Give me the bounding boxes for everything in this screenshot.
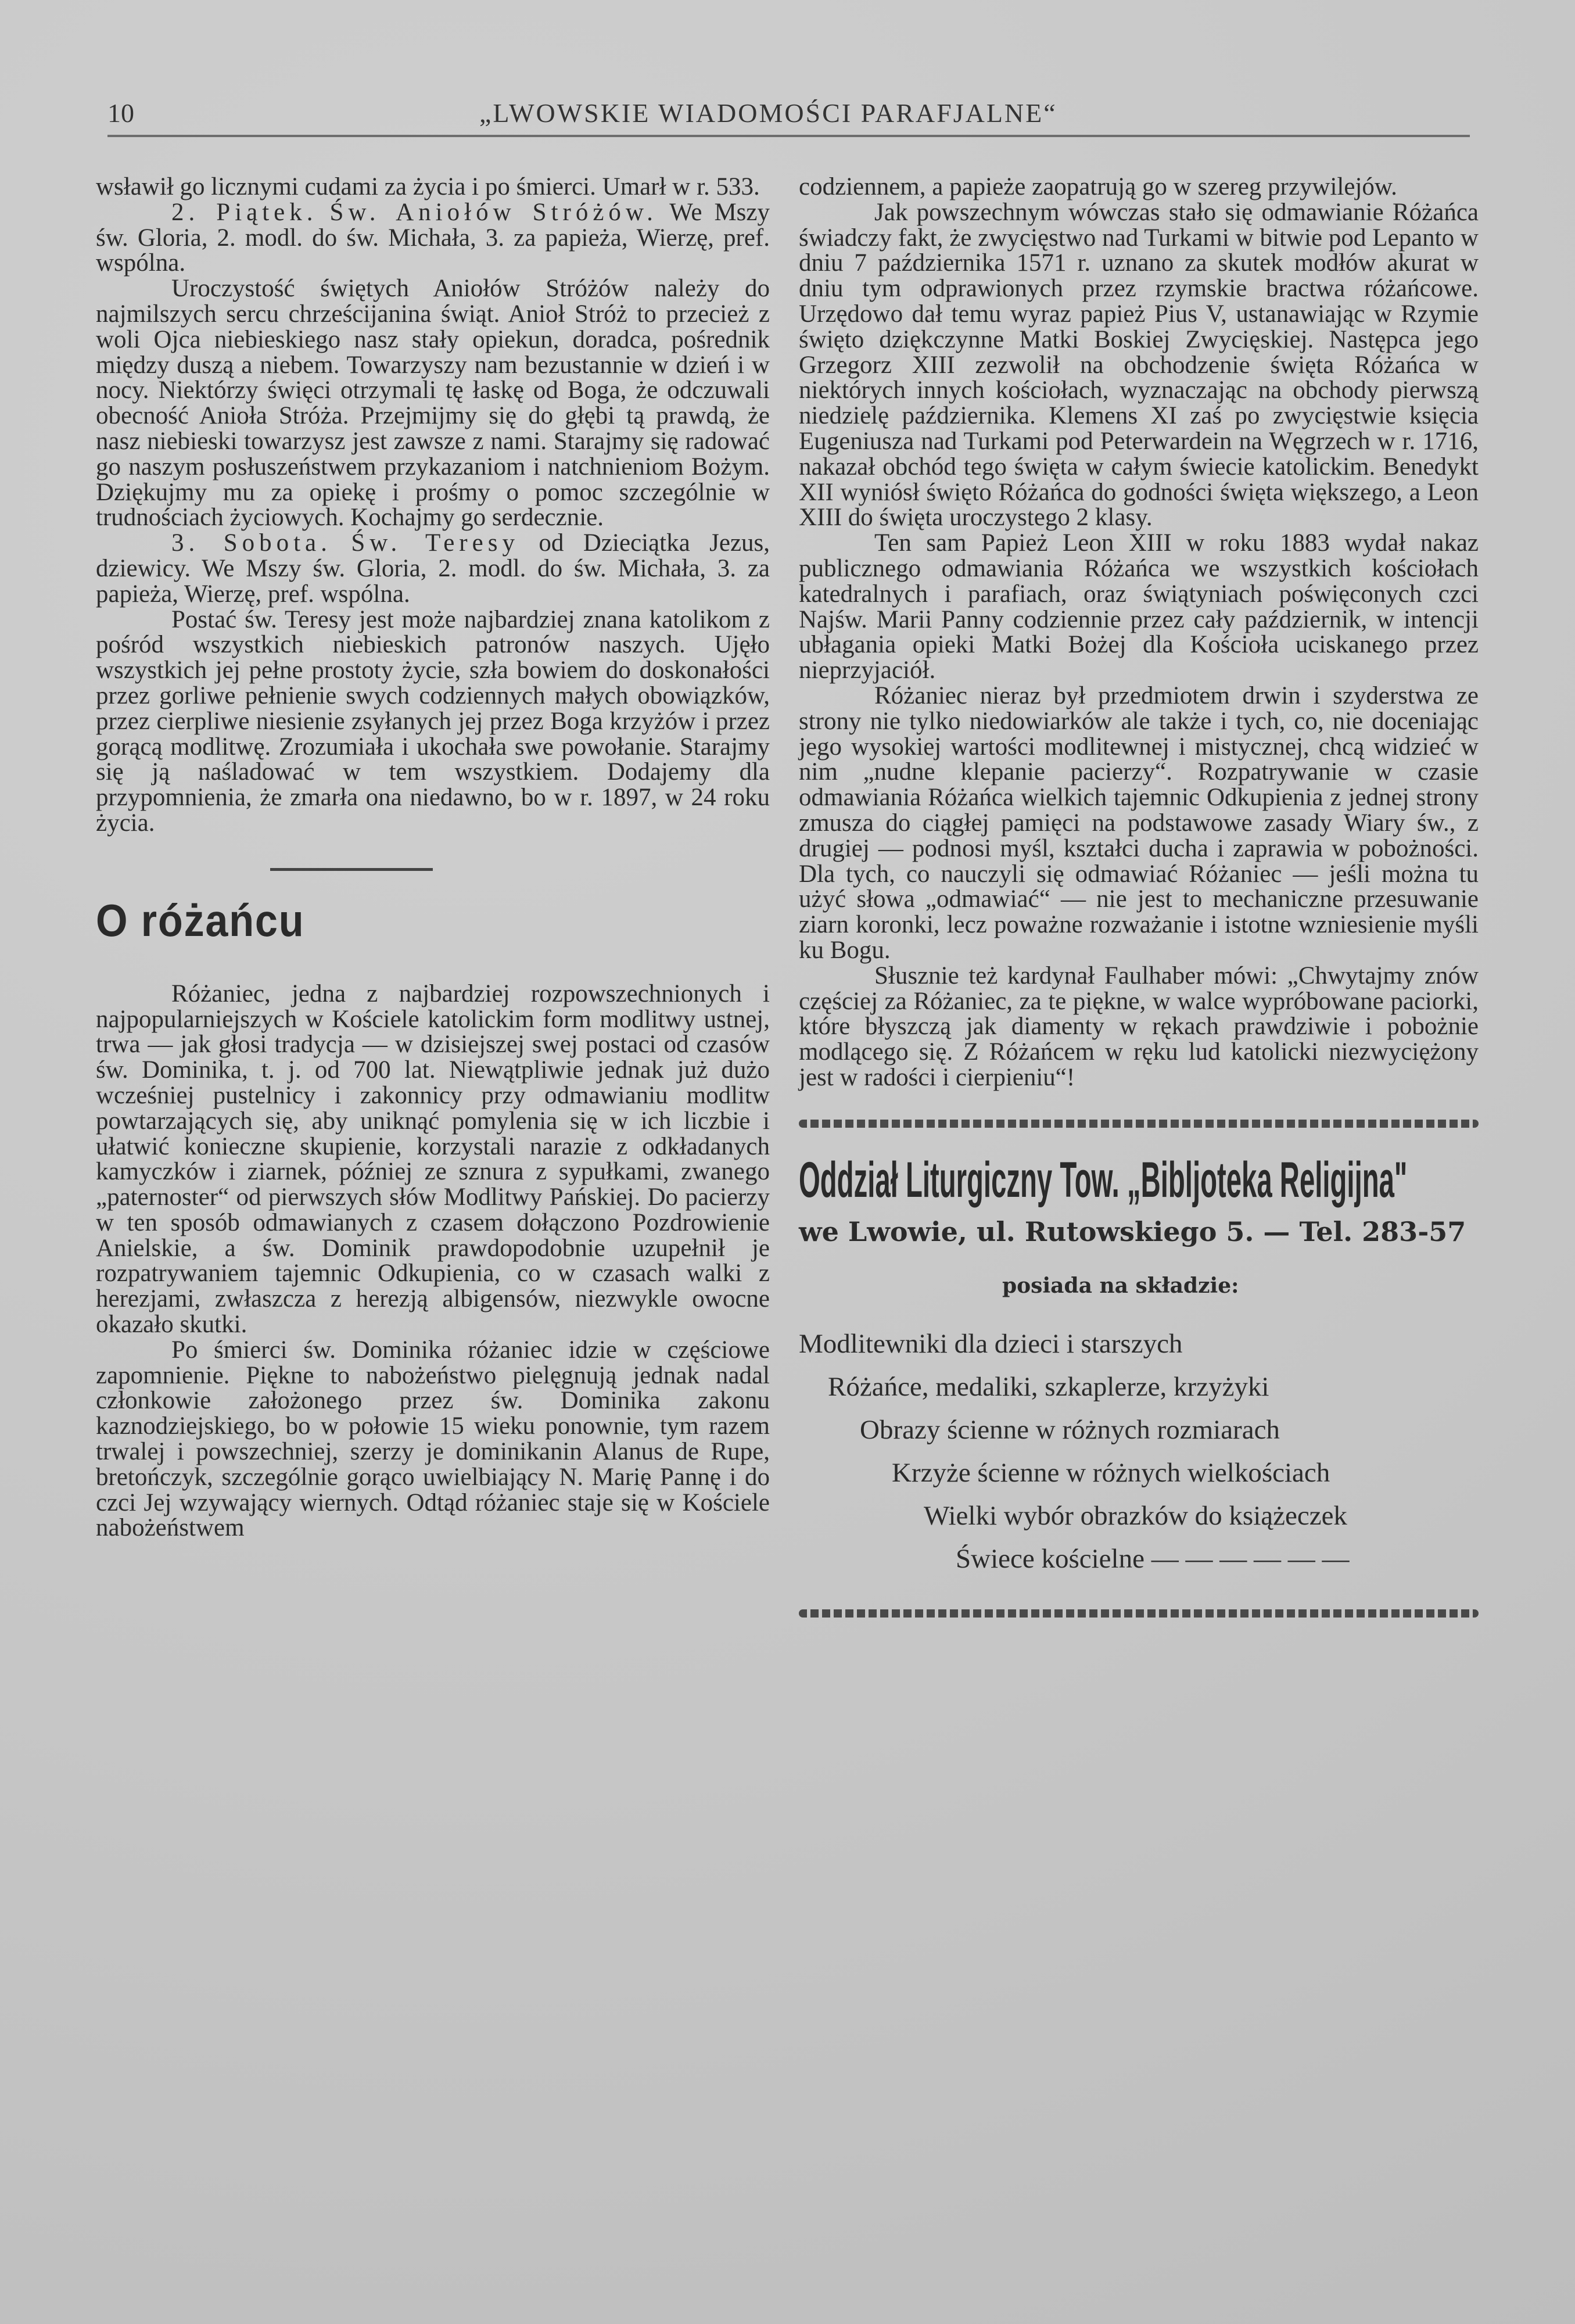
- calendar-liturgy: We Mszy św. Gloria, 2. modl. do św. Michała, 3. za papieża, Wierzę, pref. wspólna.: [96, 198, 770, 277]
- page-number: 10: [107, 98, 134, 128]
- ornament-rule-bottom: [799, 1609, 1479, 1618]
- calendar-saint: Św. Teresy: [351, 529, 519, 557]
- paragraph: Jak powszechnym wówczas stało się odmawianie Różańca świadczy fakt, że zwycięstwo nad Turkami w bitwie pod Lepanto w dniu 7 października 1571 r. uznano za skutek modłów akurat w dniu tym odprawionych przez rzymskie bractwa różańcowe. Urzędowo dał temu wyraz papież Pius V, ustanawiając w Rzymie święto dziękczynne Matki Boskiej Zwycięskiej. Następca jego Grzegorz XIII zezwolił na obchodzenie święta Różańca w niektórych innych kościołach, wyznaczając na obchody pierwszą niedzielę października. Klemens XI zaś po zwycięstwie księcia Eugeniusza nad Turkami pod Peterwardein na Węgrzech w r. 1716, nakazał obchód tego święta w całym świecie katolickim. Benedykt XII wyniósł święto Różańca do godności święta większego, a Leon XIII do święta uroczystego 2 klasy.: [799, 198, 1479, 532]
- paragraph: Postać św. Teresy jest może najbardziej znana katolikom z pośród wszystkich niebieskich patronów naszych. Ujęło wszystkich jej pełne prostoty życie, szła bowiem do doskonałości przez gorliwe pełnienie swych codziennych małych obowiązków, przez cierpliwe niesienie zsyłanych jej przez Boga krzyżów i przez gorącą modlitwę. Zrozumiała i ukochała swe powołanie. Starajmy się ją naśladować w tem wszystkiem. Dodajemy dla przypomnienia, że zmarła ona niedawno, bo w r. 1897, w 24 roku życia.: [96, 605, 770, 837]
- left-column: [96, 174, 770, 1541]
- ad-item: Świece kościelne — — — — — —: [956, 1544, 1350, 1575]
- article-title: O różańcu: [96, 894, 305, 946]
- section-divider: [270, 868, 433, 871]
- right-column: [799, 174, 1479, 1641]
- page-header: [107, 93, 1470, 139]
- paragraph: Ten sam Papież Leon XIII w roku 1883 wydał nakaz publicznego odmawiania Różańca we wszystkich kościołach katedralnych i parafiach, oraz świątyniach poświęconych czci Najśw. Marii Panny codziennie przez cały październik, w intencji ubłagania opieki Matki Bożej dla Kościoła uciskanego przez nieprzyjaciół.: [799, 529, 1479, 684]
- paragraph: Różaniec nieraz był przedmiotem drwin i szyderstwa ze strony nie tylko niedowiarków ale także i tych, co, nie doceniając jego wysokiej wartości modlitewnej i mistycznej, chcą widzieć w nim „nudne klepanie pacierzy“. Rozpatrywanie w czasie odmawiania Różańca wielkich tajemnic Odkupienia z jednej strony zmusza do ciągłej pamięci na podstawowe zasady Wiary św., z drugiej — podnosi myśl, kształci ducha i zaprawia w pobożności. Dla tych, co nauczyli się odmawiać Różaniec — jeśli można tu użyć słowa „odmawiać“ — nie jest to mechaniczne przesuwanie ziarn koronki, lecz poważne rozważanie i istotne wzniesienie myśli ku Bogu.: [799, 682, 1479, 964]
- ad-address: we Lwowie, ul. Rutowskiego 5. — Tel. 283-57: [799, 1215, 1466, 1247]
- ad-item: Modlitewniki dla dzieci i starszych: [799, 1329, 1183, 1360]
- header-rule: [107, 135, 1470, 137]
- advertisement: [799, 1151, 1479, 1581]
- paragraph: Różaniec, jedna z najbardziej rozpowszechnionych i najpopularniejszych w Kościele katolickim form modlitwy ustnej, trwa — jak głosi tradycja — w dzisiejszej swej postaci od czasów św. Dominika, t. j. od 700 lat. Niewątpliwie jednak już dużo wcześniej pustelnicy i zakonnicy przy odmawianiu modlitw powtarzających się, aby uniknąć pomylenia się w ich liczbie i ułatwić konieczne skupienie, korzystali narazie z odkładanych kamyczków i ziarnek, później ze sznura z sypułkami, zwanego „paternoster“ od pierwszych słów Modlitwy Pańskiej. Do pacierzy w ten sposób odmawianych z czasem dołączono Pozdrowienie Anielskie, a św. Dominik prawdopodobnie uzupełnił je rozpatrywaniem tajemnic Odkupienia, co w czasach walki z herezjami, zwłaszcza z herezją albigensów, niezwykle owocne okazało skutki.: [96, 980, 770, 1339]
- paragraph: Po śmierci św. Dominika różaniec idzie w częściowe zapomnienie. Piękne to nabożeństwo pielęgnują jednak nadal członkowie założonego przez św. Dominika zakonu kaznodziejskiego, bo w połowie 15 wieku ponownie, tym razem trwalej i powszechniej, szerzy je dominikanin Alanus de Rupe, bretończyk, szczególnie gorąco uwielbiający N. Marię Pannę i do czci Jej wzywający wiernych. Odtąd różaniec staje się w Kościele nabożeństwem: [96, 1336, 770, 1542]
- calendar-saint: Św. Aniołów Stróżów.: [329, 198, 658, 226]
- paragraph: Słusznie też kardynał Faulhaber mówi: „Chwytajmy znów częściej za Różaniec, za te piękne, w walce wypróbowane paciorki, które błyszczą jak diamenty w rękach prawdziwie i pobożnie modlącego się. Z Różańcem w ręku lud katolicki niezwyciężony jest w radości i cierpieniu“!: [799, 962, 1479, 1091]
- ornament-rule-top: [799, 1120, 1479, 1128]
- calendar-entry-oct-2: [96, 200, 770, 276]
- calendar-day: 2. Piątek.: [171, 198, 318, 226]
- calendar-day: 3. Sobota.: [171, 529, 332, 557]
- ad-item: Wielki wybór obrazków do książeczek: [924, 1501, 1347, 1532]
- calendar-entry-oct-3: [96, 530, 770, 607]
- paragraph: wsławił go licznymi cudami za życia i po śmierci. Umarł w r. 533.: [96, 173, 760, 200]
- ad-title: Oddział Liturgiczny Tow. „Bibljoteka Religijna": [799, 1152, 1408, 1208]
- ad-item: Krzyże ścienne w różnych wielkościach: [892, 1458, 1330, 1489]
- ad-item: Obrazy ścienne w różnych rozmiarach: [860, 1415, 1280, 1446]
- paragraph: codziennem, a papieże zaopatrują go w szereg przywilejów.: [799, 173, 1397, 200]
- running-title: „LWOWSKIE WIADOMOŚCI PARAFJALNE“: [479, 98, 1057, 128]
- ad-subtitle: posiada na składzie:: [1002, 1274, 1239, 1299]
- ad-item: Różańce, medaliki, szkaplerze, krzyżyki: [828, 1372, 1269, 1403]
- calendar-liturgy: od Dzieciątka Jezus, dziewicy. We Mszy św. Gloria, 2. modl. do św. Michała, 3. za papieża, Wierzę, pref. wspólna.: [96, 529, 770, 608]
- paragraph: Uroczystość świętych Aniołów Stróżów należy do najmilszych sercu chrześcijanina świąt. Anioł Stróż to przecież z woli Ojca niebieskiego nasz stały opiekun, doradca, pośrednik między duszą a niebem. Towarzyszy nam bezustannie w dzień i w nocy. Niektórzy święci otrzymali tę łaskę od Boga, że odczuwali obecność Anioła Stróża. Przejmijmy się do głębi tą prawdą, że nasz niebieski towarzysz jest zawsze z nami. Starajmy się radować go naszym posłuszeństwem przykazaniom i natchnieniom Bożym. Dziękujmy mu za opiekę i prośmy o pomoc szczególnie w trudnościach życiowych. Kochajmy go serdecznie.: [96, 275, 770, 532]
